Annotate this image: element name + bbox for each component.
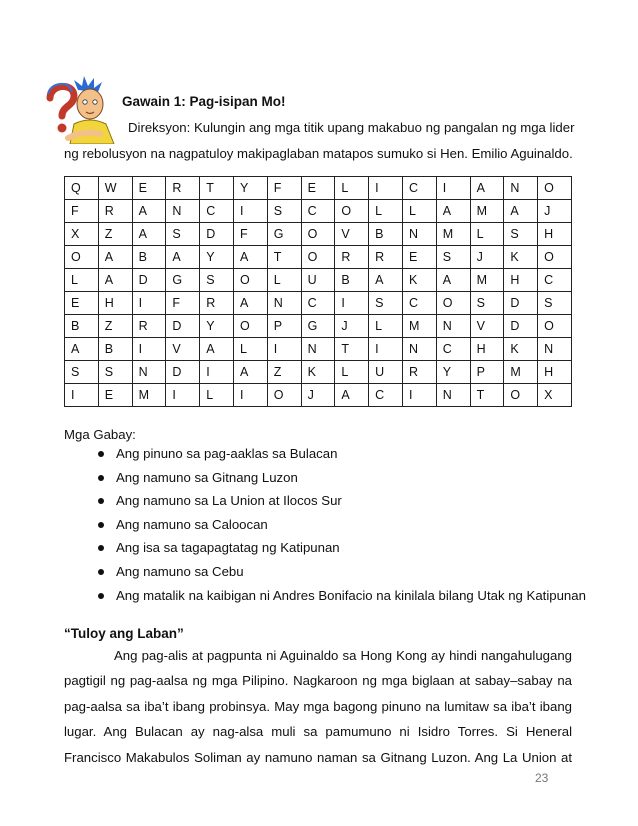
grid-cell: D — [132, 269, 166, 292]
thinking-student-illustration — [44, 76, 120, 144]
grid-cell: T — [267, 246, 301, 269]
grid-cell: N — [402, 338, 436, 361]
paragraph-line: Francisco Makabulos Soliman ay namuno naman sa Gitnang Luzon. Ang La Union at — [64, 749, 572, 765]
grid-cell: I — [132, 292, 166, 315]
paragraph-line: lugar. Ang Bulacan ay nag-alsa muli sa pamumuno ni Isidro Torres. Si Heneral — [64, 724, 572, 740]
grid-cell: V — [166, 338, 200, 361]
grid-cell: S — [369, 292, 403, 315]
bullet-icon — [98, 569, 104, 575]
grid-cell: S — [504, 223, 538, 246]
grid-cell: H — [98, 292, 132, 315]
grid-cell: N — [301, 338, 335, 361]
grid-cell: I — [200, 361, 234, 384]
guide-item: Ang namuno sa Caloocan — [94, 513, 586, 537]
grid-cell: B — [335, 269, 369, 292]
grid-cell: B — [369, 223, 403, 246]
grid-cell: O — [233, 269, 267, 292]
grid-cell: O — [233, 315, 267, 338]
grid-cell: O — [65, 246, 99, 269]
grid-cell: R — [402, 361, 436, 384]
grid-cell: A — [504, 200, 538, 223]
grid-cell: X — [538, 384, 572, 407]
grid-cell: O — [436, 292, 470, 315]
grid-cell: A — [200, 338, 234, 361]
grid-cell: R — [335, 246, 369, 269]
grid-cell: F — [267, 177, 301, 200]
grid-cell: D — [504, 292, 538, 315]
grid-cell: L — [402, 200, 436, 223]
grid-cell: F — [233, 223, 267, 246]
grid-cell: O — [538, 246, 572, 269]
grid-cell: E — [402, 246, 436, 269]
activity-title: Gawain 1: Pag-isipan Mo! — [122, 94, 286, 109]
grid-cell: H — [538, 361, 572, 384]
grid-cell: L — [470, 223, 504, 246]
paragraph-line: Ang pag-alis at pagpunta ni Aguinaldo sa Hong Kong ay hindi nangahulugang — [114, 648, 572, 663]
grid-cell: I — [267, 338, 301, 361]
grid-cell: G — [166, 269, 200, 292]
grid-row — [65, 246, 572, 269]
grid-cell: O — [267, 384, 301, 407]
grid-row — [65, 292, 572, 315]
guide-item: Ang isa sa tagapagtatag ng Katipunan — [94, 536, 586, 560]
grid-cell: C — [402, 292, 436, 315]
grid-row — [65, 384, 572, 407]
grid-row — [65, 338, 572, 361]
grid-cell: N — [436, 384, 470, 407]
guide-item: Ang namuno sa Gitnang Luzon — [94, 466, 586, 490]
grid-cell: Z — [98, 315, 132, 338]
grid-row — [65, 223, 572, 246]
grid-cell: F — [166, 292, 200, 315]
grid-cell: S — [470, 292, 504, 315]
grid-cell: Y — [200, 315, 234, 338]
grid-cell: A — [65, 338, 99, 361]
grid-cell: O — [301, 246, 335, 269]
grid-cell: I — [369, 338, 403, 361]
grid-cell: S — [267, 200, 301, 223]
grid-cell: C — [301, 200, 335, 223]
grid-cell: C — [436, 338, 470, 361]
grid-cell: B — [98, 338, 132, 361]
grid-cell: L — [233, 338, 267, 361]
grid-cell: C — [538, 269, 572, 292]
guide-item: Ang matalik na kaibigan ni Andres Bonifacio na kinilala bilang Utak ng Katipunan — [94, 584, 586, 608]
page-number: 23 — [535, 771, 549, 785]
grid-cell: L — [369, 315, 403, 338]
grid-cell: S — [538, 292, 572, 315]
grid-cell: I — [233, 200, 267, 223]
grid-cell: W — [98, 177, 132, 200]
grid-cell: J — [301, 384, 335, 407]
grid-cell: Q — [65, 177, 99, 200]
grid-cell: O — [301, 223, 335, 246]
grid-cell: G — [267, 223, 301, 246]
guide-item: Ang namuno sa Cebu — [94, 560, 586, 584]
grid-cell: S — [166, 223, 200, 246]
paragraph-line: pag-aalsa sa iba’t ibang probinsya. May mga bagong pinuno na lumitaw sa iba’t ibang — [64, 698, 572, 714]
grid-cell: A — [132, 200, 166, 223]
grid-cell: J — [470, 246, 504, 269]
paragraph-line: pagtigil ng pag-aalsa ng mga Pilipino. Nagkaroon ng mga biglaan at sabay–sabay na — [64, 673, 572, 689]
grid-cell: Z — [267, 361, 301, 384]
grid-cell: A — [233, 292, 267, 315]
grid-row — [65, 315, 572, 338]
grid-cell: A — [98, 269, 132, 292]
word-search-grid — [64, 176, 572, 407]
question-mark-icon — [48, 84, 74, 133]
bullet-icon — [98, 475, 104, 481]
grid-cell: S — [200, 269, 234, 292]
grid-cell: K — [301, 361, 335, 384]
section-title: “Tuloy ang Laban” — [64, 626, 184, 641]
grid-cell: A — [132, 223, 166, 246]
guide-item: Ang namuno sa La Union at Ilocos Sur — [94, 489, 586, 513]
grid-cell: Y — [200, 246, 234, 269]
grid-cell: V — [470, 315, 504, 338]
grid-cell: S — [98, 361, 132, 384]
grid-cell: A — [436, 269, 470, 292]
grid-cell: U — [369, 361, 403, 384]
grid-cell: O — [335, 200, 369, 223]
grid-cell: U — [301, 269, 335, 292]
grid-cell: L — [267, 269, 301, 292]
grid-cell: H — [504, 269, 538, 292]
grid-cell: N — [538, 338, 572, 361]
grid-cell: B — [65, 315, 99, 338]
grid-cell: M — [402, 315, 436, 338]
grid-cell: E — [98, 384, 132, 407]
grid-cell: C — [402, 177, 436, 200]
grid-cell: Z — [98, 223, 132, 246]
grid-cell: A — [436, 200, 470, 223]
bullet-icon — [98, 498, 104, 504]
grid-cell: K — [504, 338, 538, 361]
grid-cell: T — [200, 177, 234, 200]
grid-row — [65, 177, 572, 200]
grid-cell: E — [301, 177, 335, 200]
grid-cell: I — [166, 384, 200, 407]
grid-cell: E — [132, 177, 166, 200]
grid-cell: I — [369, 177, 403, 200]
grid-row — [65, 200, 572, 223]
grid-cell: I — [233, 384, 267, 407]
grid-cell: T — [470, 384, 504, 407]
grid-cell: I — [132, 338, 166, 361]
grid-cell: I — [65, 384, 99, 407]
grid-cell: C — [369, 384, 403, 407]
guides-list — [94, 442, 586, 607]
grid-cell: G — [301, 315, 335, 338]
grid-cell: A — [233, 361, 267, 384]
grid-cell: C — [301, 292, 335, 315]
bullet-icon — [98, 593, 104, 599]
grid-cell: J — [335, 315, 369, 338]
grid-cell: D — [166, 315, 200, 338]
grid-cell: P — [470, 361, 504, 384]
bullet-icon — [98, 545, 104, 551]
grid-cell: T — [335, 338, 369, 361]
grid-cell: I — [436, 177, 470, 200]
grid-cell: K — [402, 269, 436, 292]
grid-cell: L — [200, 384, 234, 407]
grid-cell: N — [504, 177, 538, 200]
grid-cell: V — [335, 223, 369, 246]
guide-item: Ang pinuno sa pag-aaklas sa Bulacan — [94, 442, 586, 466]
grid-cell: X — [65, 223, 99, 246]
grid-cell: R — [166, 177, 200, 200]
bullet-icon — [98, 522, 104, 528]
grid-cell: C — [200, 200, 234, 223]
guides-heading: Mga Gabay: — [64, 427, 136, 442]
grid-cell: N — [436, 315, 470, 338]
grid-cell: S — [436, 246, 470, 269]
grid-cell: O — [538, 315, 572, 338]
grid-cell: O — [504, 384, 538, 407]
direction-line-1: Direksyon: Kulungin ang mga titik upang makabuo ng pangalan ng mga lider — [128, 120, 575, 135]
grid-cell: E — [65, 292, 99, 315]
grid-cell: M — [436, 223, 470, 246]
grid-cell: A — [369, 269, 403, 292]
grid-cell: I — [402, 384, 436, 407]
grid-cell: A — [335, 384, 369, 407]
grid-cell: H — [538, 223, 572, 246]
grid-cell: M — [470, 200, 504, 223]
grid-cell: F — [65, 200, 99, 223]
grid-cell: M — [504, 361, 538, 384]
grid-cell: A — [470, 177, 504, 200]
grid-cell: L — [65, 269, 99, 292]
bullet-icon — [98, 451, 104, 457]
grid-cell: N — [166, 200, 200, 223]
grid-cell: B — [132, 246, 166, 269]
grid-cell: M — [470, 269, 504, 292]
grid-cell: D — [200, 223, 234, 246]
grid-cell: A — [233, 246, 267, 269]
grid-row — [65, 361, 572, 384]
grid-cell: M — [132, 384, 166, 407]
grid-cell: Y — [436, 361, 470, 384]
grid-cell: D — [504, 315, 538, 338]
grid-cell: R — [98, 200, 132, 223]
grid-cell: N — [267, 292, 301, 315]
grid-cell: L — [335, 361, 369, 384]
grid-cell: R — [200, 292, 234, 315]
grid-cell: A — [166, 246, 200, 269]
grid-cell: R — [132, 315, 166, 338]
grid-cell: J — [538, 200, 572, 223]
grid-cell: L — [369, 200, 403, 223]
direction-line-2: ng rebolusyon na nagpatuloy makipaglaban matapos sumuko si Hen. Emilio Aguinaldo. — [64, 146, 573, 161]
grid-cell: K — [504, 246, 538, 269]
grid-cell: P — [267, 315, 301, 338]
grid-cell: Y — [233, 177, 267, 200]
grid-cell: D — [166, 361, 200, 384]
grid-row — [65, 269, 572, 292]
grid-cell: R — [369, 246, 403, 269]
grid-cell: H — [470, 338, 504, 361]
grid-cell: N — [132, 361, 166, 384]
grid-cell: O — [538, 177, 572, 200]
grid-cell: S — [65, 361, 99, 384]
grid-cell: N — [402, 223, 436, 246]
section-paragraph — [64, 643, 572, 770]
grid-cell: L — [335, 177, 369, 200]
grid-cell: A — [98, 246, 132, 269]
grid-cell: I — [335, 292, 369, 315]
